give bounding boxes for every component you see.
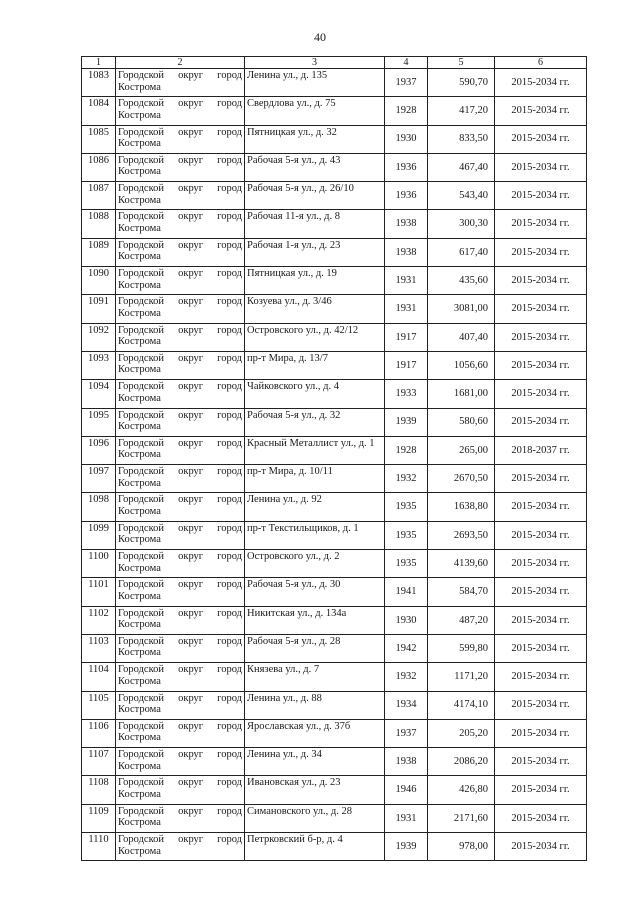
municipality-line-1: Городской округ город [118, 692, 242, 704]
municipality-line-2: Кострома [118, 194, 161, 206]
address-cell: Островского ул., д. 42/12 [245, 323, 385, 351]
municipality-cell [116, 663, 245, 691]
row-number-cell: 1110 [82, 833, 116, 861]
address-cell: пр-т Мира, д. 10/11 [245, 465, 385, 493]
period-cell: 2015-2034 гг. [495, 493, 587, 521]
municipality-cell [116, 606, 245, 634]
municipality-cell [116, 578, 245, 606]
table-row [82, 776, 587, 804]
table-row [82, 521, 587, 549]
table-row [82, 97, 587, 125]
municipality-cell [116, 153, 245, 181]
table-row [82, 493, 587, 521]
row-number-cell: 1104 [82, 663, 116, 691]
period-cell: 2015-2034 гг. [495, 719, 587, 747]
table-row [82, 182, 587, 210]
municipality-line-1: Городской округ город [118, 777, 242, 789]
address-cell: пр-т Текстильщиков, д. 1 [245, 521, 385, 549]
municipality-cell [116, 408, 245, 436]
area-cell: 265,00 [428, 436, 495, 464]
municipality-line-2: Кострома [118, 392, 161, 404]
table-row [82, 380, 587, 408]
address-cell: Рабочая 5-я ул., д. 30 [245, 578, 385, 606]
year-cell: 1930 [385, 606, 428, 634]
year-cell: 1937 [385, 69, 428, 97]
municipality-line-2: Кострома [118, 138, 161, 150]
municipality-line-2: Кострома [118, 166, 161, 178]
municipality-line-2: Кострома [118, 109, 161, 121]
row-number-cell: 1089 [82, 238, 116, 266]
municipality-line-2: Кострома [118, 364, 161, 376]
row-number-cell: 1090 [82, 267, 116, 295]
area-cell: 978,00 [428, 833, 495, 861]
period-cell: 2015-2034 гг. [495, 776, 587, 804]
year-cell: 1937 [385, 719, 428, 747]
municipality-line-1: Городской округ город [118, 834, 242, 846]
period-cell: 2015-2034 гг. [495, 153, 587, 181]
municipality-line-1: Городской округ город [118, 749, 242, 761]
row-number-cell: 1101 [82, 578, 116, 606]
row-number-cell: 1098 [82, 493, 116, 521]
municipality-line-2: Кострома [118, 704, 161, 716]
municipality-line-1: Городской округ город [118, 494, 242, 506]
row-number-cell: 1088 [82, 210, 116, 238]
municipality-line-1: Городской округ город [118, 70, 242, 81]
table-row [82, 436, 587, 464]
municipality-line-2: Кострома [118, 817, 161, 829]
municipality-line-2: Кострома [118, 449, 161, 461]
municipality-cell [116, 465, 245, 493]
column-header: 1 [82, 57, 116, 69]
municipality-line-1: Городской округ город [118, 805, 242, 817]
table-row [82, 833, 587, 861]
municipality-cell [116, 323, 245, 351]
area-cell: 2693,50 [428, 521, 495, 549]
year-cell: 1917 [385, 351, 428, 379]
municipality-cell [116, 97, 245, 125]
period-cell: 2015-2034 гг. [495, 521, 587, 549]
period-cell: 2015-2034 гг. [495, 606, 587, 634]
municipality-cell [116, 833, 245, 861]
period-cell: 2015-2034 гг. [495, 663, 587, 691]
municipality-cell [116, 182, 245, 210]
table-row [82, 125, 587, 153]
municipality-line-1: Городской округ город [118, 437, 242, 449]
table-row [82, 408, 587, 436]
area-cell: 4174,10 [428, 691, 495, 719]
municipality-line-1: Городской округ город [118, 98, 242, 110]
table-row [82, 323, 587, 351]
table-row [82, 550, 587, 578]
period-cell: 2015-2034 гг. [495, 238, 587, 266]
address-cell: Рабочая 5-я ул., д. 26/10 [245, 182, 385, 210]
area-cell: 833,50 [428, 125, 495, 153]
year-cell: 1935 [385, 493, 428, 521]
municipality-line-1: Городской округ город [118, 324, 242, 336]
municipality-line-2: Кострома [118, 845, 161, 857]
municipality-cell [116, 238, 245, 266]
period-cell: 2015-2034 гг. [495, 408, 587, 436]
row-number-cell: 1084 [82, 97, 116, 125]
municipality-cell [116, 493, 245, 521]
year-cell: 1928 [385, 436, 428, 464]
municipality-cell [116, 295, 245, 323]
year-cell: 1941 [385, 578, 428, 606]
address-cell: Ленина ул., д. 34 [245, 748, 385, 776]
address-cell: Островского ул., д. 2 [245, 550, 385, 578]
address-cell: Рабочая 5-я ул., д. 28 [245, 634, 385, 662]
municipality-line-2: Кострома [118, 251, 161, 263]
table-row [82, 748, 587, 776]
area-cell: 1171,20 [428, 663, 495, 691]
address-cell: Рабочая 5-я ул., д. 32 [245, 408, 385, 436]
area-cell: 205,20 [428, 719, 495, 747]
municipality-line-2: Кострома [118, 336, 161, 348]
period-cell: 2015-2034 гг. [495, 69, 587, 97]
row-number-cell: 1097 [82, 465, 116, 493]
row-number-cell: 1106 [82, 719, 116, 747]
row-number-cell: 1086 [82, 153, 116, 181]
address-cell: Петрковский б-р, д. 4 [245, 833, 385, 861]
municipality-line-2: Кострома [118, 562, 161, 574]
row-number-cell: 1094 [82, 380, 116, 408]
area-cell: 543,40 [428, 182, 495, 210]
period-cell: 2015-2034 гг. [495, 267, 587, 295]
address-cell: Ленина ул., д. 92 [245, 493, 385, 521]
area-cell: 1638,80 [428, 493, 495, 521]
row-number-cell: 1102 [82, 606, 116, 634]
address-cell: Рабочая 1-я ул., д. 23 [245, 238, 385, 266]
area-cell: 584,70 [428, 578, 495, 606]
municipality-cell [116, 380, 245, 408]
row-number-cell: 1100 [82, 550, 116, 578]
municipality-line-2: Кострома [118, 675, 161, 687]
table-row [82, 606, 587, 634]
period-cell: 2015-2034 гг. [495, 210, 587, 238]
year-cell: 1933 [385, 380, 428, 408]
municipality-line-1: Городской округ город [118, 154, 242, 166]
municipality-line-1: Городской округ город [118, 183, 242, 195]
year-cell: 1935 [385, 521, 428, 549]
municipality-line-2: Кострома [118, 505, 161, 517]
municipality-cell [116, 210, 245, 238]
table-row [82, 153, 587, 181]
year-cell: 1936 [385, 153, 428, 181]
municipality-cell [116, 719, 245, 747]
period-cell: 2015-2034 гг. [495, 380, 587, 408]
area-cell: 617,40 [428, 238, 495, 266]
table-row [82, 465, 587, 493]
municipality-line-2: Кострома [118, 307, 161, 319]
period-cell: 2015-2034 гг. [495, 748, 587, 776]
year-cell: 1938 [385, 238, 428, 266]
municipality-line-2: Кострома [118, 81, 161, 93]
municipality-line-1: Городской округ город [118, 664, 242, 676]
municipality-line-2: Кострома [118, 760, 161, 772]
year-cell: 1928 [385, 97, 428, 125]
row-number-cell: 1107 [82, 748, 116, 776]
table-row [82, 267, 587, 295]
period-cell: 2015-2034 гг. [495, 550, 587, 578]
municipality-cell [116, 69, 245, 97]
year-cell: 1930 [385, 125, 428, 153]
municipality-line-1: Городской округ город [118, 409, 242, 421]
row-number-cell: 1095 [82, 408, 116, 436]
row-number-cell: 1087 [82, 182, 116, 210]
area-cell: 417,20 [428, 97, 495, 125]
municipality-cell [116, 748, 245, 776]
municipality-line-1: Городской округ город [118, 579, 242, 591]
row-number-cell: 1096 [82, 436, 116, 464]
area-cell: 3081,00 [428, 295, 495, 323]
table-row [82, 238, 587, 266]
column-header: 2 [116, 57, 245, 69]
municipality-line-1: Городской округ город [118, 211, 242, 223]
address-cell: Симановского ул., д. 28 [245, 804, 385, 832]
year-cell: 1931 [385, 267, 428, 295]
year-cell: 1935 [385, 550, 428, 578]
year-cell: 1936 [385, 182, 428, 210]
table-row [82, 691, 587, 719]
municipality-cell [116, 125, 245, 153]
address-cell: Ленина ул., д. 88 [245, 691, 385, 719]
period-cell: 2015-2034 гг. [495, 833, 587, 861]
period-cell: 2015-2034 гг. [495, 634, 587, 662]
table-row [82, 634, 587, 662]
municipality-cell [116, 436, 245, 464]
area-cell: 300,30 [428, 210, 495, 238]
row-number-cell: 1099 [82, 521, 116, 549]
table-row [82, 663, 587, 691]
page-number: 40 [314, 30, 326, 44]
period-cell: 2015-2034 гг. [495, 323, 587, 351]
municipality-line-1: Городской округ город [118, 522, 242, 534]
row-number-cell: 1109 [82, 804, 116, 832]
municipality-line-1: Городской округ город [118, 296, 242, 308]
municipality-line-1: Городской округ город [118, 381, 242, 393]
municipality-line-1: Городской округ город [118, 239, 242, 251]
year-cell: 1938 [385, 210, 428, 238]
municipality-line-2: Кострома [118, 534, 161, 546]
area-cell: 2670,50 [428, 465, 495, 493]
address-cell: пр-т Мира, д. 13/7 [245, 351, 385, 379]
period-cell: 2015-2034 гг. [495, 691, 587, 719]
area-cell: 4139,60 [428, 550, 495, 578]
column-header: 3 [245, 57, 385, 69]
area-cell: 467,40 [428, 153, 495, 181]
municipality-line-1: Городской округ город [118, 720, 242, 732]
year-cell: 1946 [385, 776, 428, 804]
housing-register-table [81, 56, 587, 861]
municipality-line-1: Городской округ город [118, 607, 242, 619]
table-row [82, 351, 587, 379]
area-cell: 599,80 [428, 634, 495, 662]
year-cell: 1932 [385, 465, 428, 493]
table-row [82, 295, 587, 323]
period-cell: 2015-2034 гг. [495, 578, 587, 606]
area-cell: 2086,20 [428, 748, 495, 776]
address-cell: Ленина ул., д. 135 [245, 69, 385, 97]
area-cell: 487,20 [428, 606, 495, 634]
municipality-cell [116, 776, 245, 804]
column-header: 5 [428, 57, 495, 69]
table-body [82, 69, 587, 861]
municipality-cell [116, 804, 245, 832]
municipality-line-2: Кострома [118, 590, 161, 602]
table-row [82, 210, 587, 238]
row-number-cell: 1105 [82, 691, 116, 719]
municipality-line-1: Городской округ город [118, 635, 242, 647]
column-header: 6 [495, 57, 587, 69]
area-cell: 590,70 [428, 69, 495, 97]
year-cell: 1931 [385, 804, 428, 832]
column-header: 4 [385, 57, 428, 69]
year-cell: 1939 [385, 833, 428, 861]
row-number-cell: 1092 [82, 323, 116, 351]
address-cell: Свердлова ул., д. 75 [245, 97, 385, 125]
period-cell: 2015-2034 гг. [495, 465, 587, 493]
area-cell: 407,40 [428, 323, 495, 351]
address-cell: Ярославская ул., д. 37б [245, 719, 385, 747]
municipality-line-1: Городской округ город [118, 352, 242, 364]
area-cell: 580,60 [428, 408, 495, 436]
municipality-cell [116, 550, 245, 578]
municipality-line-2: Кострома [118, 421, 161, 433]
area-cell: 435,60 [428, 267, 495, 295]
year-cell: 1939 [385, 408, 428, 436]
row-number-cell: 1085 [82, 125, 116, 153]
year-cell: 1934 [385, 691, 428, 719]
address-cell: Рабочая 11-я ул., д. 8 [245, 210, 385, 238]
table-row [82, 719, 587, 747]
year-cell: 1942 [385, 634, 428, 662]
row-number-cell: 1083 [82, 69, 116, 97]
municipality-line-2: Кострома [118, 619, 161, 631]
municipality-cell [116, 267, 245, 295]
row-number-cell: 1103 [82, 634, 116, 662]
municipality-line-2: Кострома [118, 279, 161, 291]
period-cell: 2015-2034 гг. [495, 97, 587, 125]
table-row [82, 578, 587, 606]
municipality-line-1: Городской округ город [118, 126, 242, 138]
year-cell: 1932 [385, 663, 428, 691]
municipality-line-2: Кострома [118, 647, 161, 659]
period-cell: 2015-2034 гг. [495, 295, 587, 323]
year-cell: 1917 [385, 323, 428, 351]
address-cell: Князева ул., д. 7 [245, 663, 385, 691]
municipality-line-2: Кострома [118, 222, 161, 234]
municipality-cell [116, 351, 245, 379]
address-cell: Никитская ул., д. 134а [245, 606, 385, 634]
area-cell: 426,80 [428, 776, 495, 804]
address-cell: Рабочая 5-я ул., д. 43 [245, 153, 385, 181]
table-header-row [82, 57, 587, 69]
municipality-cell [116, 521, 245, 549]
period-cell: 2015-2034 гг. [495, 351, 587, 379]
period-cell: 2015-2034 гг. [495, 182, 587, 210]
address-cell: Чайковского ул., д. 4 [245, 380, 385, 408]
row-number-cell: 1091 [82, 295, 116, 323]
address-cell: Красный Металлист ул., д. 1 [245, 436, 385, 464]
area-cell: 2171,60 [428, 804, 495, 832]
municipality-line-1: Городской округ город [118, 551, 242, 563]
year-cell: 1938 [385, 748, 428, 776]
year-cell: 1931 [385, 295, 428, 323]
municipality-cell [116, 634, 245, 662]
table-row [82, 804, 587, 832]
municipality-line-1: Городской округ город [118, 466, 242, 478]
address-cell: Пятницкая ул., д. 19 [245, 267, 385, 295]
municipality-line-1: Городской округ город [118, 268, 242, 280]
row-number-cell: 1093 [82, 351, 116, 379]
table-row [82, 69, 587, 97]
municipality-line-2: Кострома [118, 732, 161, 744]
period-cell: 2015-2034 гг. [495, 804, 587, 832]
address-cell: Ивановская ул., д. 23 [245, 776, 385, 804]
municipality-line-2: Кострома [118, 477, 161, 489]
area-cell: 1056,60 [428, 351, 495, 379]
municipality-cell [116, 691, 245, 719]
address-cell: Козуева ул., д. 3/46 [245, 295, 385, 323]
address-cell: Пятницкая ул., д. 32 [245, 125, 385, 153]
period-cell: 2015-2034 гг. [495, 125, 587, 153]
period-cell: 2018-2037 гг. [495, 436, 587, 464]
row-number-cell: 1108 [82, 776, 116, 804]
area-cell: 1681,00 [428, 380, 495, 408]
municipality-line-2: Кострома [118, 788, 161, 800]
